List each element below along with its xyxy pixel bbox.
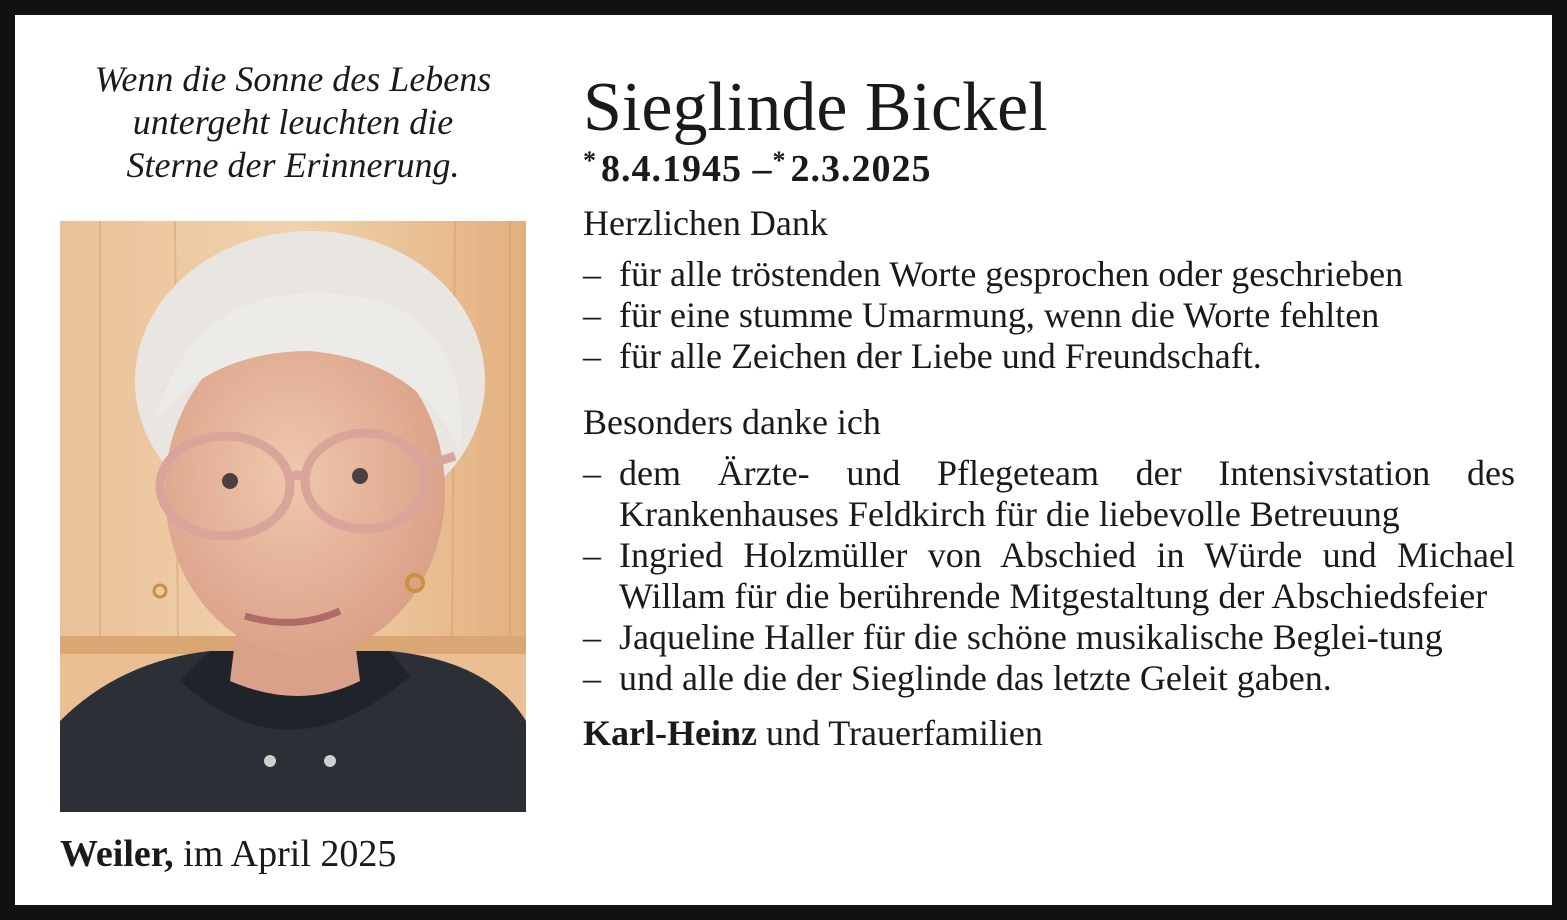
list-item (583, 295, 1515, 336)
list-item (583, 254, 1515, 295)
notice-body (583, 203, 1515, 754)
motto-line: Sterne der Erinnerung. (126, 145, 460, 185)
motto-line: untergeht leuchten die (132, 102, 454, 142)
signature (583, 713, 1515, 754)
death-date: 2.3.2025 (790, 148, 932, 190)
signature-name: Karl-Heinz (583, 713, 757, 753)
list-dash: – (583, 658, 601, 698)
place-name: Weiler, (60, 833, 174, 875)
list-dash: – (583, 336, 601, 376)
date-separator: – (752, 148, 773, 190)
list-item (583, 336, 1515, 377)
special-thanks-list (583, 453, 1515, 699)
list-item (583, 535, 1515, 617)
list-item-text: für eine stumme Umarmung, wenn die Worte fehlten (619, 295, 1380, 335)
special-thanks-heading: Besonders danke ich (583, 402, 881, 442)
thanks-heading: Herzlichen Dank (583, 203, 828, 243)
list-item-text: und alle die der Sieglinde das letzte Geleit gaben. (619, 658, 1332, 698)
thanks-list (583, 254, 1515, 377)
list-dash: – (583, 254, 601, 294)
list-item-text: für alle tröstenden Worte gesprochen oder geschrieben (619, 254, 1404, 294)
deceased-name: Sieglinde Bickel (583, 69, 1048, 146)
place-and-date (60, 832, 396, 876)
list-dash: – (583, 617, 601, 657)
birth-symbol: * (583, 146, 597, 175)
death-symbol: * (772, 146, 787, 175)
portrait-photo (60, 221, 526, 812)
birth-date: 8.4.1945 (601, 148, 742, 190)
list-item-text: für alle Zeichen der Liebe und Freundschaft. (619, 336, 1262, 376)
signature-rest: und Trauerfamilien (765, 713, 1043, 753)
list-item-text: Jaqueline Haller für die schöne musikalische Beglei-tung (619, 617, 1443, 657)
list-item (583, 658, 1515, 699)
motto-quote (58, 58, 528, 187)
list-item-text: Ingried Holzmüller von Abschied in Würde und Michael Willam für die berührende Mitgestaltung der Abschiedsfeier (619, 535, 1515, 616)
notice-date: im April 2025 (183, 833, 397, 875)
list-item (583, 453, 1515, 535)
list-dash: – (583, 295, 601, 335)
list-item (583, 617, 1515, 658)
list-dash: – (583, 535, 601, 575)
list-dash: – (583, 453, 601, 493)
life-dates (583, 146, 932, 191)
list-item-text: dem Ärzte- und Pflegeteam der Intensivstation des Krankenhauses Feldkirch für die liebevolle Betreuung (619, 453, 1515, 534)
motto-line: Wenn die Sonne des Lebens (94, 59, 492, 99)
